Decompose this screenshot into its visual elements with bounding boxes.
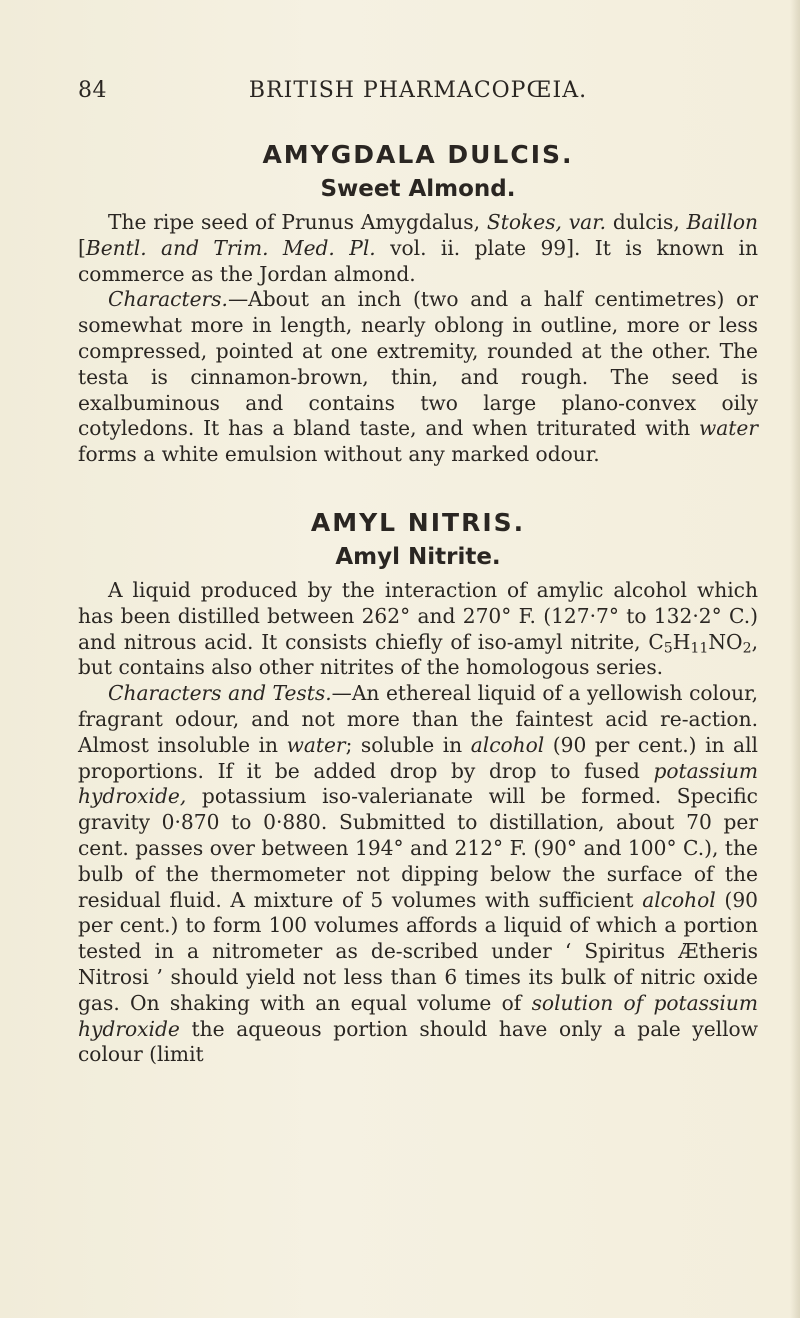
amyl-intro-paragraph xyxy=(78,578,758,681)
page-edge-shadow xyxy=(790,0,800,1318)
text-run: potassium iso-valerianate will be formed. Specific gravity 0·870 to 0·880. Submitted to distillation, about 70 per cent. passes over between 194° and 212° F. (90° and 100° C.), the bulb of the thermometer not dipping below the surface of the residual fluid. A mixture of 5 volumes with sufficient xyxy=(78,784,758,912)
page-header xyxy=(78,78,758,112)
monograph-title-amygdala: AMYGDALA DULCIS. xyxy=(262,140,574,169)
page-content xyxy=(78,138,758,1068)
text-run: A liquid produced by the interaction of amylic alcohol which has been distilled between 262° and 270° F. (127·7° to 132·2° C.) and nitrous acid. It consists chiefly of iso-amyl nitrite, C xyxy=(78,577,758,654)
running-title: BRITISH PHARMACOPŒIA. xyxy=(248,78,588,103)
italic-run: alcohol xyxy=(642,887,716,912)
text-run: —An ethereal liquid of a yellowish colour, fragrant odour, and not more than the faintest acid re-action. Almost insoluble in xyxy=(78,681,758,757)
amyl-characters-paragraph xyxy=(78,681,758,1068)
text-run: dulcis, xyxy=(606,210,687,234)
amygdala-characters-paragraph xyxy=(78,287,758,468)
italic-run: solution of potassium hydroxide xyxy=(78,990,758,1041)
subscript: 2 xyxy=(742,640,752,657)
italic-run: alcohol xyxy=(470,732,545,757)
text-run: , but contains also other nitrites of the homologous series. xyxy=(78,629,758,680)
text-run: (90 per cent.) to form 100 volumes affords a liquid of which a portion tested in a nitrometer as de-scribed under ‘ Spiritus Ætheris Nitrosi ’ should yield not less than 6 times its bulk of nitric oxide gas. On shaking with an equal volume of xyxy=(78,887,759,1015)
characters-tests-label: Characters and Tests. xyxy=(108,681,332,706)
text-run: forms a white emulsion without any marked odour. xyxy=(78,442,600,467)
italic-run: Bentl. and Trim. Med. Pl. xyxy=(85,235,376,260)
text-run: H xyxy=(672,629,691,654)
monograph-subtitle-amyl: Amyl Nitrite. xyxy=(335,543,501,570)
page-number: 84 xyxy=(78,78,107,103)
text-run: NO xyxy=(708,629,743,654)
italic-run: potassium hydroxide, xyxy=(78,758,758,809)
text-run: ; soluble in xyxy=(345,732,471,757)
text-run: The ripe seed of Prunus Amygdalus, xyxy=(108,210,487,234)
italic-run: Baillon xyxy=(686,210,758,234)
text-run: the aqueous portion should have only a pale yellow colour (limit xyxy=(78,1016,758,1067)
amygdala-intro-paragraph xyxy=(78,210,758,287)
text-run: —About an inch (two and a half centimetres) or somewhat more in length, nearly oblong in outline, more or less compressed, pointed at one extremity, rounded at the other. The testa is cinnamon-brown, thin, and rough. The seed is exalbuminous and contains two large plano-convex oily cotyledons. It has a bland taste, and when triturated with xyxy=(78,287,758,441)
monograph-title-amyl: AMYL NITRIS. xyxy=(310,507,526,537)
monograph-subtitle-amygdala: Sweet Almond. xyxy=(320,176,516,202)
italic-run: water xyxy=(286,732,346,757)
subscript: 5 xyxy=(663,640,673,657)
characters-label: Characters. xyxy=(108,287,228,312)
italic-run: water xyxy=(698,416,758,441)
text-run: vol. ii. plate 99]. It is known in commerce as the Jordan almond. xyxy=(78,235,758,286)
text-run: [ xyxy=(78,235,86,260)
text-run: (90 per cent.) in all proportions. If it be added drop by drop to fused xyxy=(78,732,758,783)
subscript: 11 xyxy=(690,640,709,657)
italic-run: Stokes, var. xyxy=(486,210,607,234)
